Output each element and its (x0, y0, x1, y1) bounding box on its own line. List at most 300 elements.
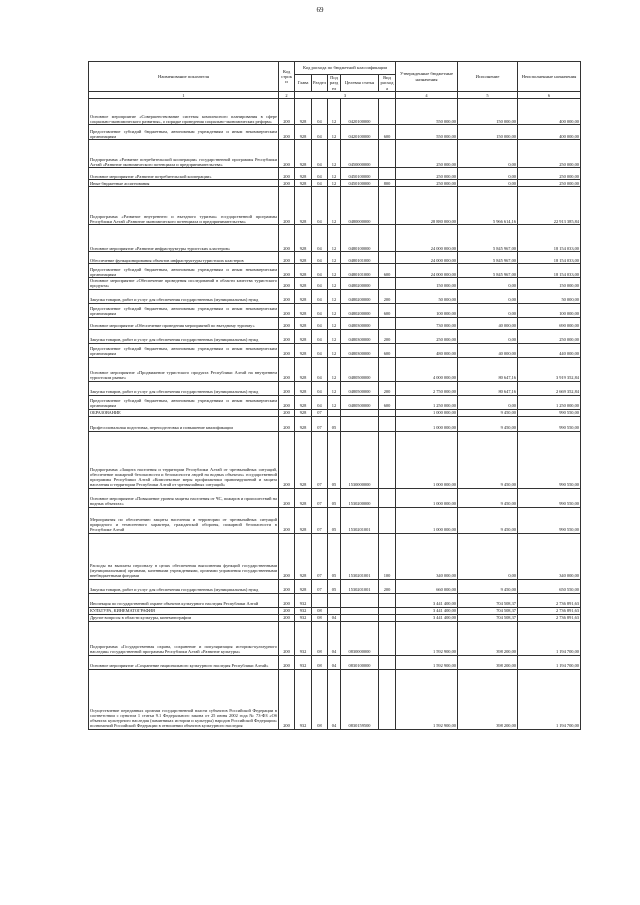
row-approved: 24 000 000,00 (396, 252, 458, 264)
row-code: 200 (279, 317, 295, 329)
row-name: Подпрограмма «Развитие потребительской кооперации» государственной программы Республики Алтай «Развитие экономического потенциала и предпринимательства» (89, 140, 279, 168)
row-executed: 398 200,00 (458, 669, 518, 729)
row-name: Основное мероприятие «Обеспечение проведения мероприятий по въездному туризму» (89, 317, 279, 329)
row-target: 0450000000 (341, 140, 379, 168)
row-unexecuted: 1 194 700,00 (518, 655, 581, 669)
row-target: 0830100000 (341, 655, 379, 669)
row-approved: 1 000 000,00 (396, 409, 458, 416)
row-code: 200 (279, 99, 295, 125)
row-approved: 4 000 000,00 (396, 357, 458, 381)
row-razdel: 04 (312, 264, 328, 278)
header-executed: Исполнение (458, 62, 518, 92)
row-vid: 600 (379, 395, 396, 409)
row-target: 0480300000 (341, 343, 379, 357)
row-target: 0450100000 (341, 168, 379, 180)
row-executed: 704 508,37 (458, 614, 518, 621)
row-unexecuted: 18 154 033,00 (518, 264, 581, 278)
row-razdel: 04 (312, 289, 328, 303)
row-razdel: 04 (312, 252, 328, 264)
row-code: 200 (279, 621, 295, 655)
row-razdel: 07 (312, 507, 328, 533)
row-podrazdel: 12 (328, 264, 341, 278)
row-unexecuted: 250 000,00 (518, 329, 581, 343)
row-code: 200 (279, 125, 295, 140)
table-row (89, 289, 581, 303)
row-vid: 600 (379, 125, 396, 140)
row-unexecuted: 990 550,00 (518, 507, 581, 533)
row-code: 200 (279, 252, 295, 264)
table-row (89, 593, 581, 607)
row-glava: 932 (295, 607, 312, 614)
row-razdel: 04 (312, 317, 328, 329)
row-razdel: 08 (312, 614, 328, 621)
row-vid (379, 614, 396, 621)
row-podrazdel: 04 (328, 621, 341, 655)
row-code: 200 (279, 607, 295, 614)
row-approved: 550 000,00 (396, 99, 458, 125)
row-vid (379, 669, 396, 729)
row-target: 0420100000 (341, 125, 379, 140)
row-name: Обеспечение функционирования объектов инфраструктуры туристских кластеров (89, 252, 279, 264)
row-code: 200 (279, 329, 295, 343)
row-approved: 3 441 400,00 (396, 607, 458, 614)
row-podrazdel: 05 (328, 533, 341, 579)
header-target: Целевая статья (341, 75, 379, 92)
row-name: Подпрограмма «Развитие внутреннего и въездного туризма» государственной программы Республики Алтай «Развитие экономического потенциала и предпринимательства» (89, 187, 279, 225)
col-number: 1 (89, 92, 279, 99)
row-vid (379, 507, 396, 533)
row-podrazdel: 12 (328, 343, 341, 357)
row-podrazdel: 12 (328, 289, 341, 303)
row-vid (379, 278, 396, 289)
row-vid (379, 409, 396, 416)
row-razdel: 07 (312, 533, 328, 579)
row-podrazdel: 12 (328, 357, 341, 381)
row-approved: 1 250 000,00 (396, 395, 458, 409)
row-name: Закупка товаров, работ и услуг для обеспечения государственных (муниципальных) нужд (89, 381, 279, 395)
row-name: Предоставление субсидий бюджетным, автономным учреждениям и иным некоммерческим организациям (89, 343, 279, 357)
table-row (89, 381, 581, 395)
row-razdel: 04 (312, 99, 328, 125)
row-name: Предоставление субсидий бюджетным, автономным учреждениям и иным некоммерческим организациям (89, 395, 279, 409)
row-executed: 9 450,00 (458, 488, 518, 507)
row-vid (379, 621, 396, 655)
row-podrazdel: 12 (328, 317, 341, 329)
table-row (89, 278, 581, 289)
row-glava: 928 (295, 395, 312, 409)
row-podrazdel: 04 (328, 655, 341, 669)
row-approved: 250 000,00 (396, 168, 458, 180)
row-name: Основное мероприятие «Обеспечение проведения исследований в области качества туристского продукта» (90, 278, 277, 289)
row-executed: 9 450,00 (458, 507, 518, 533)
row-target (341, 409, 379, 416)
row-executed: 0,00 (458, 395, 518, 409)
row-vid: 600 (379, 303, 396, 317)
row-approved: 1 000 000,00 (396, 416, 458, 431)
row-target: 0480300000 (341, 329, 379, 343)
row-glava: 928 (295, 264, 312, 278)
row-approved: 150 000,00 (396, 278, 458, 289)
row-code: 200 (279, 168, 295, 180)
row-executed: 9 450,00 (458, 409, 518, 416)
budget-table (88, 61, 581, 730)
row-glava: 932 (295, 614, 312, 621)
table-row (89, 357, 581, 381)
row-glava: 928 (295, 431, 312, 488)
row-razdel: 08 (312, 669, 328, 729)
header-podrazdel: Подраздел (328, 75, 341, 92)
header-vid: Вид расхода (379, 75, 396, 92)
row-code: 200 (279, 533, 295, 579)
row-target (341, 607, 379, 614)
row-target: 0480200000 (341, 278, 379, 289)
row-approved: 3 441 400,00 (396, 593, 458, 607)
row-code: 200 (279, 381, 295, 395)
row-target: 1530201001 (341, 579, 379, 593)
row-unexecuted: 18 154 033,00 (518, 225, 581, 252)
row-vid (379, 140, 396, 168)
row-unexecuted: 400 000,00 (518, 125, 581, 140)
row-code: 200 (279, 357, 295, 381)
row-razdel: 04 (312, 343, 328, 357)
row-name: Расходы на выплаты персоналу в целях обеспечения выполнения функций государственными (муниципальными) органами, казенными учреждениями, органами управления государственными внебюджетными фондами (89, 533, 279, 579)
row-vid: 600 (379, 264, 396, 278)
row-executed: 0,00 (458, 168, 518, 180)
header-razdel: Раздел (312, 75, 328, 92)
row-target: 1530201001 (341, 507, 379, 533)
row-approved: 250 000,00 (396, 329, 458, 343)
table-row (89, 187, 581, 225)
row-unexecuted: 22 913 385,84 (518, 187, 581, 225)
table-row (89, 655, 581, 669)
table-row (89, 225, 581, 252)
row-code: 200 (279, 187, 295, 225)
row-unexecuted: 50 000,00 (518, 289, 581, 303)
row-glava: 928 (295, 187, 312, 225)
row-vid (379, 187, 396, 225)
col-number: 2 (279, 92, 295, 99)
row-vid: 600 (379, 343, 396, 357)
row-executed: 0,00 (458, 329, 518, 343)
row-approved: 3 441 400,00 (396, 614, 458, 621)
table-row (89, 507, 581, 533)
row-code: 200 (279, 507, 295, 533)
row-vid (379, 607, 396, 614)
row-podrazdel: 05 (328, 488, 341, 507)
row-executed: 80 647,16 (458, 357, 518, 381)
row-code: 200 (279, 655, 295, 669)
row-glava: 928 (295, 488, 312, 507)
row-code: 200 (279, 278, 295, 289)
row-name: Иные бюджетные ассигнования (89, 180, 279, 187)
table-row (89, 669, 581, 729)
row-podrazdel: 12 (328, 252, 341, 264)
header-classification: Код расхода по бюджетной классификации (295, 62, 396, 75)
row-target: 0480000000 (341, 187, 379, 225)
row-approved: 50 000,00 (396, 289, 458, 303)
row-razdel: 07 (312, 409, 328, 416)
row-razdel: 07 (312, 579, 328, 593)
row-name: Предоставление субсидий бюджетным, автономным учреждениям и иным некоммерческим организациям (89, 125, 279, 140)
row-razdel: 08 (312, 621, 328, 655)
row-name: ОБРАЗОВАНИЕ (89, 409, 279, 416)
row-razdel: 04 (312, 187, 328, 225)
row-podrazdel: 12 (328, 303, 341, 317)
row-executed: 9 450,00 (458, 579, 518, 593)
row-approved: 24 000 000,00 (396, 264, 458, 278)
table-row (89, 533, 581, 579)
row-podrazdel: 12 (328, 329, 341, 343)
row-unexecuted: 690 000,00 (518, 317, 581, 329)
table-row (89, 168, 581, 180)
col-number: 5 (458, 92, 518, 99)
table-row (89, 431, 581, 488)
row-executed: 0,00 (458, 180, 518, 187)
row-code: 200 (279, 289, 295, 303)
row-name: КУЛЬТУРА, КИНЕМАТОГРАФИЯ (89, 607, 279, 614)
row-name: Мероприятия по обеспечению защиты населения и территории от чрезвычайных ситуаций природного и техногенного характера, гражданской обороны, пожарной безопасности в Республике Алтай (89, 507, 279, 533)
row-approved: 1 592 900,00 (396, 669, 458, 729)
row-glava: 928 (295, 579, 312, 593)
row-glava: 928 (295, 278, 312, 289)
row-unexecuted: 440 000,00 (518, 343, 581, 357)
row-glava: 932 (295, 593, 312, 607)
row-code: 200 (279, 431, 295, 488)
row-unexecuted: 250 000,00 (518, 168, 581, 180)
row-executed: 40 000,00 (458, 317, 518, 329)
row-unexecuted: 1 194 700,00 (518, 669, 581, 729)
row-name: Основное мероприятие «Сохранение национального культурного наследия Республики Алтай» (89, 655, 279, 669)
row-approved: 1 000 000,00 (396, 507, 458, 533)
row-name: Предоставление субсидий бюджетным, автономным учреждениям и иным некоммерческим организациям (89, 264, 279, 278)
row-glava: 928 (295, 357, 312, 381)
row-glava: 928 (295, 343, 312, 357)
row-name: Основное мероприятие «Повышение уровня защиты населения от ЧС, пожаров и происшествий на водных объектах» (89, 488, 279, 507)
row-name: Инспекция по государственной охране объектов культурного наследия Республики Алтай (89, 593, 279, 607)
row-target (341, 614, 379, 621)
row-unexecuted: 650 550,00 (518, 579, 581, 593)
row-target: 0450100000 (341, 180, 379, 187)
row-code: 200 (279, 593, 295, 607)
table-row (89, 252, 581, 264)
row-executed: 704 508,37 (458, 607, 518, 614)
row-target: 0420100000 (341, 99, 379, 125)
row-approved: 28 880 000,00 (396, 187, 458, 225)
row-razdel: 04 (312, 140, 328, 168)
row-name: Закупка товаров, работ и услуг для обеспечения государственных (муниципальных) нужд (89, 329, 279, 343)
row-code: 200 (279, 669, 295, 729)
row-unexecuted: 1 250 000,00 (518, 395, 581, 409)
row-code: 200 (279, 395, 295, 409)
table-row (89, 140, 581, 168)
row-vid (379, 317, 396, 329)
row-vid: 200 (379, 579, 396, 593)
row-code: 200 (279, 225, 295, 252)
row-executed: 5 845 967,00 (458, 225, 518, 252)
row-target (341, 593, 379, 607)
row-podrazdel: 12 (328, 125, 341, 140)
row-glava: 932 (295, 655, 312, 669)
col-number: 4 (396, 92, 458, 99)
row-glava: 928 (295, 99, 312, 125)
row-target: 0830000000 (341, 621, 379, 655)
row-vid (379, 431, 396, 488)
table-row (89, 607, 581, 614)
row-vid: 100 (379, 533, 396, 579)
row-vid (379, 99, 396, 125)
row-target: 0480200000 (341, 303, 379, 317)
row-podrazdel: 12 (328, 278, 341, 289)
row-target: 0480200000 (341, 289, 379, 303)
row-podrazdel: 12 (328, 99, 341, 125)
row-target: 0480500000 (341, 381, 379, 395)
table-row (89, 303, 581, 317)
header-approved: Утвержденные бюджетные назначения (396, 62, 458, 92)
row-unexecuted: 2 669 352,84 (518, 381, 581, 395)
table-row (89, 329, 581, 343)
row-approved: 1 000 000,00 (396, 488, 458, 507)
row-name: Осуществление переданных органам государственной власти субъектов Российской Федерации в соответствии с пунктом 1 статьи 9.1 Федерального закона от 25 июня 2002 года № 73-ФЗ «Об объектах культурного наследия (памятниках истории и культуры) народов Российской Федерации» полномочий Российской Федерации в отношении объектов культурного наследия (89, 669, 279, 729)
row-name: Основное мероприятие «Совершенствование системы комплексного планирования в сфере социально-экономического развития», о порядке проведения социально-экономических реформ» (89, 99, 279, 125)
row-glava: 928 (295, 507, 312, 533)
row-executed: 0,00 (458, 278, 518, 289)
row-vid (379, 655, 396, 669)
row-razdel: 07 (312, 488, 328, 507)
row-podrazdel: 12 (328, 140, 341, 168)
row-name: Основное мероприятие «Развитие инфраструктуры туристских кластеров» (89, 225, 279, 252)
row-vid: 200 (379, 329, 396, 343)
row-vid (379, 593, 396, 607)
row-razdel: 04 (312, 357, 328, 381)
row-executed: 398 200,00 (458, 621, 518, 655)
row-executed: 5 966 614,16 (458, 187, 518, 225)
row-executed: 0,00 (458, 289, 518, 303)
row-approved: 480 000,00 (396, 343, 458, 357)
row-unexecuted: 250 000,00 (518, 180, 581, 187)
row-executed: 5 845 967,00 (458, 264, 518, 278)
row-name: Основное мероприятие «Развитие потребительской кооперации» (89, 168, 279, 180)
row-target: 1530201001 (341, 533, 379, 579)
row-razdel: 04 (312, 278, 328, 289)
table-row (89, 395, 581, 409)
col-number: 3 (295, 92, 396, 99)
row-razdel: 07 (312, 416, 328, 431)
row-unexecuted: 990 550,00 (518, 431, 581, 488)
row-unexecuted: 2 736 891,63 (518, 593, 581, 607)
row-executed: 150 000,00 (458, 125, 518, 140)
row-approved: 1 000 000,00 (396, 431, 458, 488)
row-approved: 24 000 000,00 (396, 225, 458, 252)
row-executed: 0,00 (458, 140, 518, 168)
row-target: 1530000000 (341, 431, 379, 488)
row-approved: 550 000,00 (396, 125, 458, 140)
row-razdel: 04 (312, 225, 328, 252)
page-number: 69 (316, 6, 324, 14)
row-unexecuted: 990 550,00 (518, 488, 581, 507)
row-name: Другие вопросы в области культуры, кинематографии (89, 614, 279, 621)
row-code: 200 (279, 140, 295, 168)
row-razdel: 08 (312, 607, 328, 614)
row-executed: 0,00 (458, 533, 518, 579)
row-executed: 150 000,00 (458, 99, 518, 125)
row-glava: 928 (295, 289, 312, 303)
row-unexecuted: 150 000,00 (518, 278, 581, 289)
table-row (89, 579, 581, 593)
row-vid: 200 (379, 289, 396, 303)
row-vid (379, 416, 396, 431)
row-vid (379, 488, 396, 507)
table-row (89, 317, 581, 329)
row-executed: 398 200,00 (458, 655, 518, 669)
row-podrazdel (328, 593, 341, 607)
row-vid (379, 225, 396, 252)
row-approved: 1 592 900,00 (396, 655, 458, 669)
row-podrazdel: 12 (328, 187, 341, 225)
row-unexecuted: 100 000,00 (518, 303, 581, 317)
row-executed: 5 845 967,00 (458, 252, 518, 264)
table-row (89, 125, 581, 140)
table-row (89, 416, 581, 431)
table-row (89, 488, 581, 507)
table-row (89, 614, 581, 621)
row-vid (379, 168, 396, 180)
row-podrazdel (328, 409, 341, 416)
row-target (341, 416, 379, 431)
row-glava: 928 (295, 180, 312, 187)
header-name: Наименование показателя (89, 62, 279, 92)
row-code: 200 (279, 303, 295, 317)
row-name: Подпрограмма «Защита населения и территории Республики Алтай от чрезвычайных ситуаций, обеспечение пожарной безопасности и безопасности людей на водных объектах» государственной программы Республики Алтай «Комплексные меры профилактики правонарушений и защита населения и территории Республики Алтай от чрезвычайных ситуаций» (89, 431, 279, 488)
table-row (89, 180, 581, 187)
row-glava: 928 (295, 317, 312, 329)
row-name: Предоставление субсидий бюджетным, автономным учреждениям и иным некоммерческим организациям (89, 303, 279, 317)
row-razdel: 04 (312, 395, 328, 409)
row-glava: 928 (295, 140, 312, 168)
row-code: 200 (279, 264, 295, 278)
row-glava: 932 (295, 669, 312, 729)
header-unexecuted: Неисполненные назначения (518, 62, 581, 92)
row-target: 0480500000 (341, 395, 379, 409)
row-podrazdel: 05 (328, 431, 341, 488)
row-podrazdel: 12 (328, 225, 341, 252)
row-approved: 340 000,00 (396, 533, 458, 579)
row-unexecuted: 1 194 700,00 (518, 621, 581, 655)
row-executed: 9 450,00 (458, 431, 518, 488)
row-code: 200 (279, 416, 295, 431)
row-razdel: 04 (312, 329, 328, 343)
row-glava: 928 (295, 252, 312, 264)
row-unexecuted: 400 000,00 (518, 99, 581, 125)
row-executed: 9 450,00 (458, 416, 518, 431)
row-vid (379, 357, 396, 381)
row-vid: 200 (379, 381, 396, 395)
row-glava: 928 (295, 303, 312, 317)
row-name: Подпрограмма «Государственная охрана, сохранение и популяризация историко-культурного наследия» государственной программы Республики Алтай «Развитие культуры» (89, 621, 279, 655)
row-glava: 928 (295, 225, 312, 252)
row-razdel: 04 (312, 168, 328, 180)
row-glava: 928 (295, 125, 312, 140)
row-code: 200 (279, 614, 295, 621)
row-glava: 932 (295, 621, 312, 655)
table-row (89, 264, 581, 278)
row-podrazdel: 12 (328, 381, 341, 395)
row-podrazdel: 05 (328, 416, 341, 431)
row-glava: 928 (295, 409, 312, 416)
row-podrazdel (328, 607, 341, 614)
row-target: 1530200000 (341, 488, 379, 507)
col-number: 6 (518, 92, 581, 99)
row-razdel: 04 (312, 180, 328, 187)
